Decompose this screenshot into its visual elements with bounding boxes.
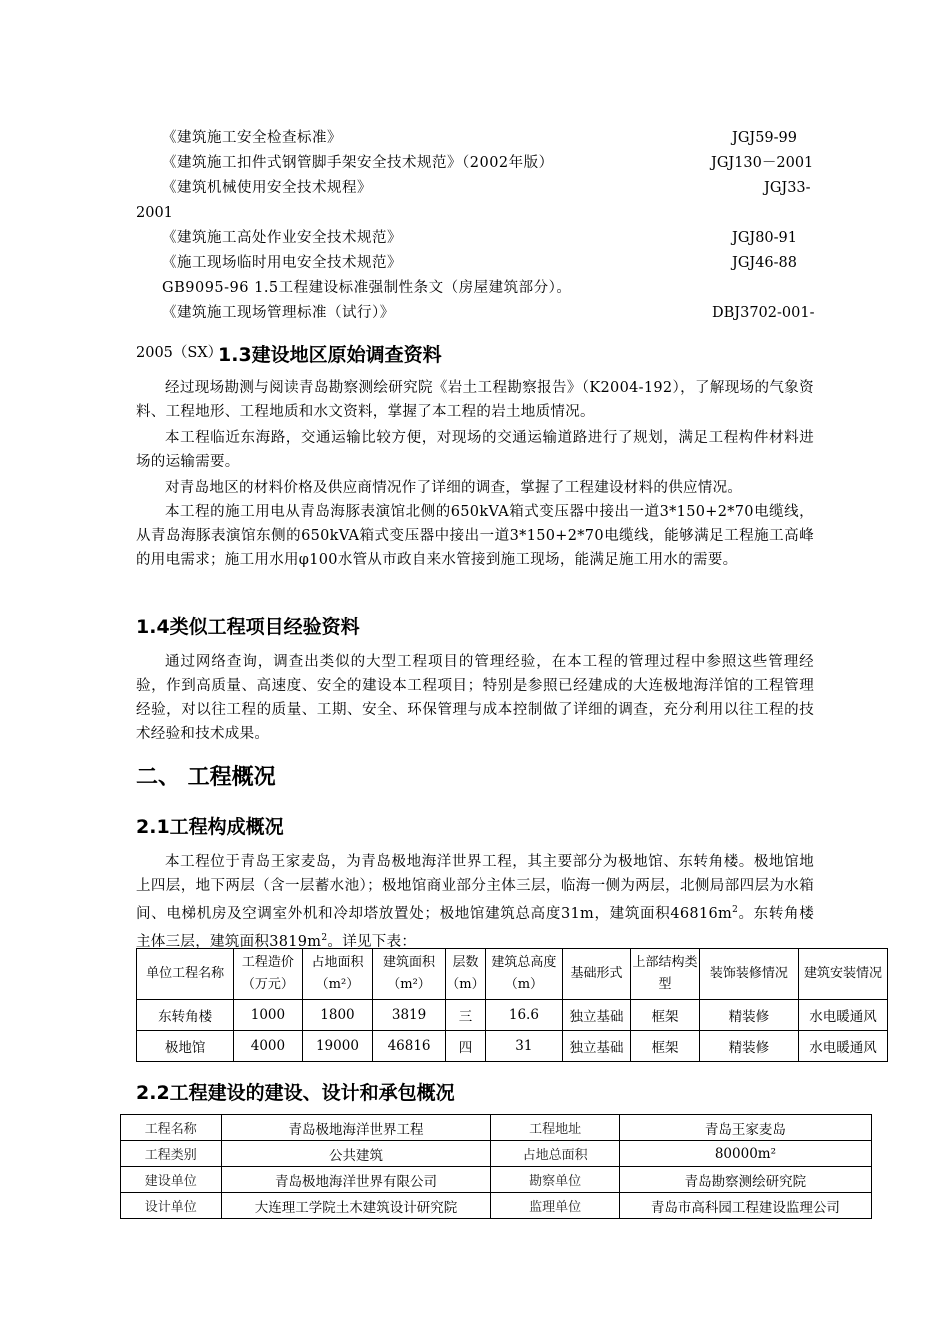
standard-code-wrap: 2001 [136,205,173,221]
paragraph: 经过现场勘测与阅读青岛勘察测绘研究院《岩土工程勘察报告》（K2004-192），了解现场的气象资料、工程地形、工程地质和水文资料，掌握了本工程的岩土地质情况。 [136,380,814,420]
standard-code: JGJ80-91 [732,230,798,246]
table-cell: 框架 [631,1031,700,1062]
project-composition-table [136,948,888,1062]
table-cell: 青岛勘察测绘研究院 [619,1167,871,1193]
paragraph: 本工程位于青岛王家麦岛，为青岛极地海洋世界工程，其主要部分为极地馆、东转角楼。极地馆地上四层，地下两层（含一层蓄水池）；极地馆商业部分主体三层，临海一侧为两层，北侧局部四层为水箱间、电梯机房及空调室外机和冷却塔放置处；极地馆建筑总高度31m，建筑面积$46816m^2$。东转角楼主体三层，建筑面积$3819m^2$。详见下表： [136,854,814,950]
table-label-cell: 监理单位 [491,1193,619,1219]
standard-title: 《建筑施工安全检查标准》 [162,130,342,146]
table-cell: 80000m² [619,1141,871,1167]
standard-code: JGJ59-99 [732,130,798,146]
table-label-cell: 工程地址 [491,1115,619,1141]
paragraph: 通过网络查询，调查出类似的大型工程项目的管理经验，在本工程的管理过程中参照这些管理经验，作到高质量、高速度、安全的建设本工程项目；特别是参照已经建成的大连极地海洋馆的工程管理经验，对以往工程的质量、工期、安全、环保管理与成本控制做了详细的调查，充分利用以往工程的技术经验和技术成果。 [136,654,814,742]
table-header-cell: 建筑面积（m²） [373,949,446,1000]
table-header-cell: 建筑安装情况 [798,949,887,1000]
table-cell: 水电暖通风 [798,1000,887,1031]
table-cell: 3819 [373,1000,446,1031]
standard-title: 《建筑施工高处作业安全技术规范》 [162,230,402,246]
table-cell: 极地馆 [137,1031,234,1062]
table-label-cell: 建设单位 [121,1167,222,1193]
table-label-cell: 占地总面积 [491,1141,619,1167]
table-cell: 精装修 [699,1031,798,1062]
section-heading-2-2: 2.2工程建设的建设、设计和承包概况 [136,1082,455,1104]
table-cell: 青岛市高科园工程建设监理公司 [619,1193,871,1219]
paragraph: 本工程临近东海路，交通运输比较方便，对现场的交通运输道路进行了规划，满足工程构件材料进场的运输需要。 [136,430,814,470]
table-row [121,1167,872,1193]
table-cell: 1000 [234,1000,303,1031]
table-row [137,1000,888,1031]
table-row [137,1031,888,1062]
table-header-cell: 装饰装修情况 [699,949,798,1000]
table-label-cell: 工程名称 [121,1115,222,1141]
standard-code-wrap: 2005（SX） [136,345,223,361]
standard-code: JGJ46-88 [732,255,798,271]
table-label-cell: 勘察单位 [491,1167,619,1193]
table-header-cell: 建筑总高度（m） [486,949,563,1000]
standard-code: JGJ33- [764,180,811,196]
table-header-row [137,949,888,1000]
standard-code: JGJ130－2001 [711,155,814,171]
table-label-cell: 工程类别 [121,1141,222,1167]
table-cell: 青岛极地海洋世界有限公司 [221,1167,491,1193]
standard-code: DBJ3702-001- [712,305,815,321]
table-cell: 四 [445,1031,485,1062]
construction-parties-table [120,1114,872,1219]
chapter-heading-2: 二、 工程概况 [136,765,276,790]
table-header-cell: 工程造价（万元） [234,949,303,1000]
table-cell: 46816 [373,1031,446,1062]
table-cell: 东转角楼 [137,1000,234,1031]
standard-title: 《建筑施工现场管理标准（试行）》 [162,305,395,321]
table-cell: 框架 [631,1000,700,1031]
table-cell: 独立基础 [562,1031,631,1062]
paragraph: 本工程的施工用电从青岛海豚表演馆北侧的650kVA箱式变压器中接出一道3*150+2*70电缆线，从青岛海豚表演馆东侧的650kVA箱式变压器中接出一道3*150+2*70电缆线，能够满足工程施工高峰的用电需求；施工用水用φ100水管从市政自来水管接到施工现场，能满足施工用水的需要。 [136,504,814,568]
paragraph: 对青岛地区的材料价格及供应商情况作了详细的调查，掌握了工程建设材料的供应情况。 [165,480,743,496]
section-heading-1-4: 1.4类似工程项目经验资料 [136,616,360,638]
table-header-cell: 单位工程名称 [137,949,234,1000]
table-cell: 三 [445,1000,485,1031]
table-label-cell: 设计单位 [121,1193,222,1219]
table-cell: 16.6 [486,1000,563,1031]
table-cell: 青岛极地海洋世界工程 [221,1115,491,1141]
standard-title: 《建筑施工扣件式钢管脚手架安全技术规范》（2002年版） [162,155,554,171]
table-cell: 4000 [234,1031,303,1062]
table-cell: 大连理工学院土木建筑设计研究院 [221,1193,491,1219]
section-heading-1-3: 1.3建设地区原始调查资料 [218,344,442,366]
standard-title: 《建筑机械使用安全技术规程》 [162,180,372,196]
table-header-cell: 基础形式 [562,949,631,1000]
standard-title: 《施工现场临时用电安全技术规范》 [162,255,402,271]
table-cell: 19000 [302,1031,373,1062]
table-header-cell: 上部结构类型 [631,949,700,1000]
table-header-cell: 占地面积（m²） [302,949,373,1000]
table-row [121,1115,872,1141]
table-cell: 水电暖通风 [798,1031,887,1062]
table-cell: 公共建筑 [221,1141,491,1167]
table-cell: 青岛王家麦岛 [619,1115,871,1141]
table-cell: 精装修 [699,1000,798,1031]
section-heading-2-1: 2.1工程构成概况 [136,816,284,838]
table-header-cell: 层数（m） [445,949,485,1000]
table-row [121,1193,872,1219]
table-cell: 1800 [302,1000,373,1031]
table-row [121,1141,872,1167]
table-cell: 31 [486,1031,563,1062]
table-cell: 独立基础 [562,1000,631,1031]
standard-title: GB9095-96 1.5工程建设标准强制性条文（房屋建筑部分）。 [162,280,572,296]
